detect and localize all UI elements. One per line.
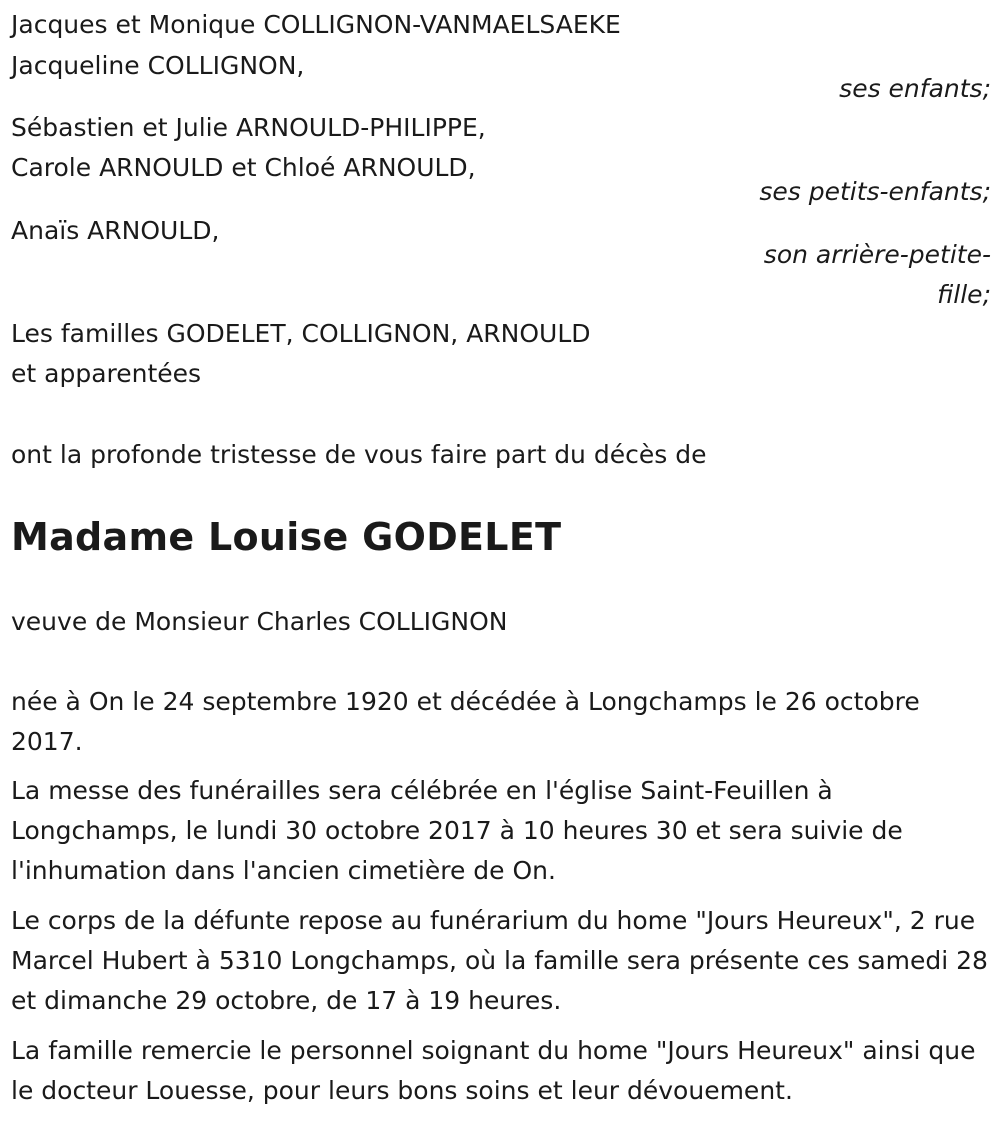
families-line-1: Les familles GODELET, COLLIGNON, ARNOULD — [11, 319, 591, 348]
great-grandchild-line: Anaïs ARNOULD, — [11, 216, 220, 245]
deceased-name: Madame Louise GODELET — [11, 515, 562, 559]
great-grandchild-relation-2: fille; — [937, 280, 991, 309]
widow-of-text: veuve de Monsieur Charles COLLIGNON — [11, 607, 508, 636]
paragraph-thanks: La famille remercie le personnel soignant du home "Jours Heureux" ainsi que le docteur Louesse, pour leurs bons soins et leur dévouement. — [11, 1036, 976, 1105]
grandchildren-line-1: Sébastien et Julie ARNOULD-PHILIPPE, — [11, 113, 486, 142]
announcement-text: ont la profonde tristesse de vous faire part du décès de — [11, 440, 707, 469]
children-line-1: Jacques et Monique COLLIGNON-VANMAELSAEKE — [11, 10, 621, 39]
grandchildren-relation: ses petits-enfants; — [759, 177, 991, 206]
great-grandchild-relation-1: son arrière-petite- — [763, 240, 991, 269]
families-line-2: et apparentées — [11, 359, 202, 388]
paragraph-birth-death: née à On le 24 septembre 1920 et décédée à Longchamps le 26 octobre 2017. — [11, 687, 920, 756]
grandchildren-line-2: Carole ARNOULD et Chloé ARNOULD, — [11, 153, 476, 182]
children-line-2: Jacqueline COLLIGNON, — [11, 51, 305, 80]
children-relation: ses enfants; — [839, 74, 991, 103]
paragraph-funerarium: Le corps de la défunte repose au funérarium du home "Jours Heureux", 2 rue Marcel Hubert à 5310 Longchamps, où la famille sera présente ces samedi 28 et dimanche 29 octobre, de 17 à 19 heures. — [11, 906, 988, 1015]
paragraph-funeral-mass: La messe des funérailles sera célébrée en l'église Saint-Feuillen à Longchamps, le lundi 30 octobre 2017 à 10 heures 30 et sera suivie de l'inhumation dans l'ancien cimetière de On. — [11, 776, 903, 885]
